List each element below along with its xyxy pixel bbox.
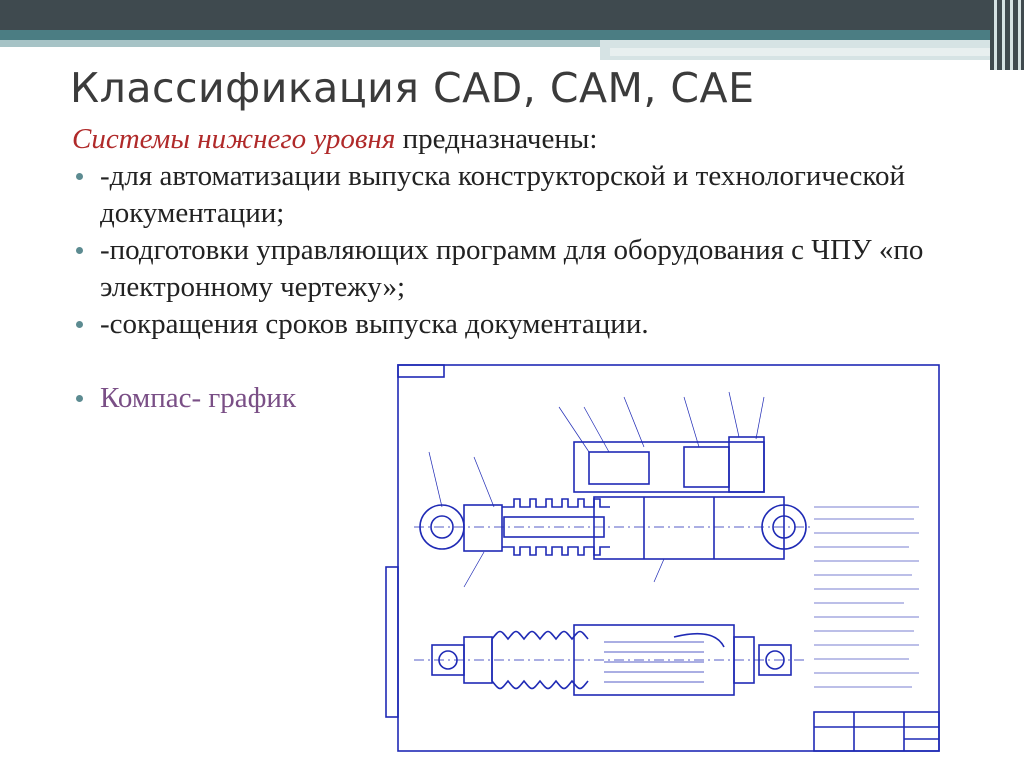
- corner-stripes: [990, 0, 1024, 70]
- slide-right-band-inner: [610, 48, 1024, 56]
- bullet-item-1: -для автоматизации выпуска конструкторской и технологической документации;: [72, 158, 972, 232]
- intro-rest: предназначены:: [395, 123, 598, 155]
- intro-line: [72, 121, 972, 158]
- slide-top-bar: [0, 0, 1024, 30]
- slide-accent-band: [0, 30, 1024, 40]
- intro-emphasis: Системы нижнего уровня: [72, 123, 396, 155]
- software-item: Компас- график: [72, 380, 972, 417]
- bullet-item-2: -подготовки управляющих программ для оборудования с ЧПУ «по электронному чертежу»;: [72, 232, 972, 306]
- engineering-drawing-image: [384, 357, 956, 765]
- bullet-item-3: -сокращения сроков выпуска документации.: [72, 306, 972, 343]
- slide-light-band: [0, 40, 600, 47]
- slide-title: Классификация CAD, CAM, CAE: [70, 64, 755, 112]
